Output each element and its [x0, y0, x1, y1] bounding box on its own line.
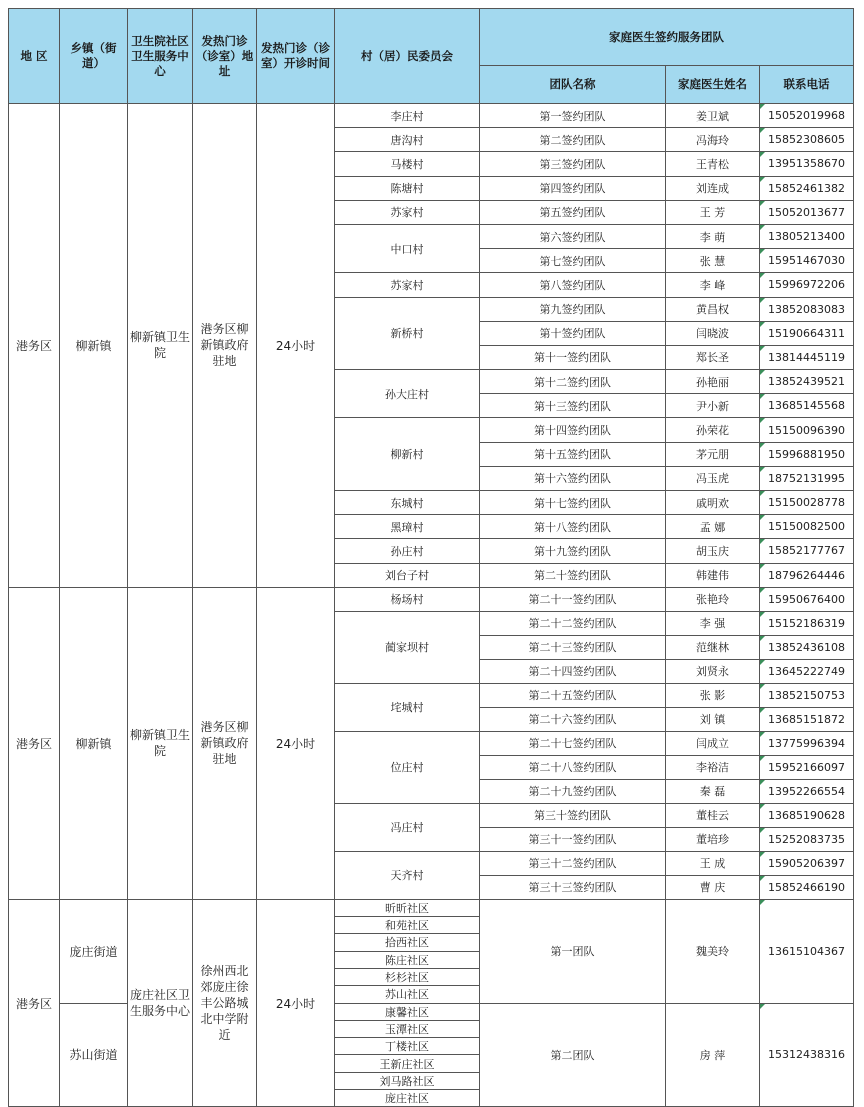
header-team-name: 团队名称: [480, 66, 666, 104]
phone-cell: 18796264446: [760, 563, 854, 587]
team-name-cell: 第二十二签约团队: [480, 611, 666, 635]
town-cell: 苏山街道: [60, 1003, 128, 1107]
doctor-name-cell: 茅元朋: [666, 442, 760, 466]
header-center: 卫生院社区卫生服务中心: [128, 9, 193, 104]
doctor-name-cell: 王 芳: [666, 200, 760, 224]
phone-cell: 15150082500: [760, 515, 854, 539]
fever-address-cell: 徐州西北郊庞庄徐丰公路城北中学附近: [193, 899, 257, 1107]
village-cell: 孙庄村: [335, 539, 480, 563]
team-name-cell: 第二签约团队: [480, 128, 666, 152]
doctor-name-cell: 戚明欢: [666, 491, 760, 515]
health-center-cell: 庞庄社区卫生服务中心: [128, 899, 193, 1107]
phone-cell: 13685145568: [760, 394, 854, 418]
team-name-cell: 第二团队: [480, 1003, 666, 1107]
team-name-cell: 第十一签约团队: [480, 345, 666, 369]
table-body: [9, 104, 854, 1107]
phone-cell: 13775996394: [760, 731, 854, 755]
phone-cell: 15150028778: [760, 491, 854, 515]
phone-cell: 15852466190: [760, 875, 854, 899]
team-name-cell: 第二十签约团队: [480, 563, 666, 587]
doctor-name-cell: 王 成: [666, 851, 760, 875]
doctor-name-cell: 房 萍: [666, 1003, 760, 1107]
team-name-cell: 第十八签约团队: [480, 515, 666, 539]
village-cell: 垞城村: [335, 683, 480, 731]
phone-cell: 15950676400: [760, 587, 854, 611]
team-name-cell: 第十三签约团队: [480, 394, 666, 418]
village-cell: 杨场村: [335, 587, 480, 611]
phone-cell: 18752131995: [760, 466, 854, 490]
phone-cell: 15996972206: [760, 273, 854, 297]
team-name-cell: 第二十九签约团队: [480, 779, 666, 803]
village-cell: 蔺家坝村: [335, 611, 480, 683]
doctor-name-cell: 刘贤永: [666, 659, 760, 683]
team-name-cell: 第二十一签约团队: [480, 587, 666, 611]
team-name-cell: 第五签约团队: [480, 200, 666, 224]
doctor-name-cell: 郑长圣: [666, 345, 760, 369]
header-fever-hours: 发热门诊（诊室）开诊时间: [257, 9, 335, 104]
community-cell: 庞庄社区: [335, 1090, 480, 1107]
doctor-name-cell: 刘连成: [666, 176, 760, 200]
doctor-name-cell: 尹小新: [666, 394, 760, 418]
doctor-name-cell: 闫成立: [666, 731, 760, 755]
doctor-name-cell: 范继林: [666, 635, 760, 659]
phone-cell: 13951358670: [760, 152, 854, 176]
phone-cell: 15152186319: [760, 611, 854, 635]
team-name-cell: 第十四签约团队: [480, 418, 666, 442]
phone-cell: 13685151872: [760, 707, 854, 731]
team-name-cell: 第二十四签约团队: [480, 659, 666, 683]
phone-cell: 15052013677: [760, 200, 854, 224]
health-center-cell: 柳新镇卫生院: [128, 587, 193, 899]
doctor-name-cell: 张 慧: [666, 249, 760, 273]
doctor-name-cell: 李 萌: [666, 224, 760, 248]
doctor-name-cell: 刘 镇: [666, 707, 760, 731]
team-name-cell: 第七签约团队: [480, 249, 666, 273]
community-cell: 陈庄社区: [335, 951, 480, 968]
phone-cell: 15312438316: [760, 1003, 854, 1107]
phone-cell: 13814445119: [760, 345, 854, 369]
doctor-name-cell: 曹 庆: [666, 875, 760, 899]
doctor-name-cell: 董培珍: [666, 827, 760, 851]
doctor-name-cell: 董桂云: [666, 803, 760, 827]
doctor-name-cell: 秦 磊: [666, 779, 760, 803]
team-name-cell: 第二十八签约团队: [480, 755, 666, 779]
phone-cell: 15852177767: [760, 539, 854, 563]
doctor-name-cell: 王青松: [666, 152, 760, 176]
region-cell: 港务区: [9, 587, 60, 899]
community-cell: 康馨社区: [335, 1003, 480, 1020]
community-cell: 苏山社区: [335, 986, 480, 1003]
team-name-cell: 第二十三签约团队: [480, 635, 666, 659]
phone-cell: 13852083083: [760, 297, 854, 321]
phone-cell: 13852436108: [760, 635, 854, 659]
header-fever-address: 发热门诊（诊室）地址: [193, 9, 257, 104]
village-cell: 刘台子村: [335, 563, 480, 587]
phone-cell: 15905206397: [760, 851, 854, 875]
phone-cell: 15951467030: [760, 249, 854, 273]
team-name-cell: 第一签约团队: [480, 104, 666, 128]
village-cell: 东城村: [335, 491, 480, 515]
community-cell: 昕昕社区: [335, 899, 480, 916]
village-cell: 天齐村: [335, 851, 480, 899]
doctor-name-cell: 孙荣花: [666, 418, 760, 442]
doctor-name-cell: 姜卫斌: [666, 104, 760, 128]
team-name-cell: 第六签约团队: [480, 224, 666, 248]
header-town: 乡镇（街道）: [60, 9, 128, 104]
doctor-name-cell: 孟 娜: [666, 515, 760, 539]
region-cell: 港务区: [9, 104, 60, 588]
team-name-cell: 第三十二签约团队: [480, 851, 666, 875]
village-cell: 唐沟村: [335, 128, 480, 152]
town-cell: 庞庄街道: [60, 899, 128, 1003]
team-name-cell: 第十五签约团队: [480, 442, 666, 466]
team-name-cell: 第一团队: [480, 899, 666, 1003]
doctor-name-cell: 李 强: [666, 611, 760, 635]
village-cell: 苏家村: [335, 273, 480, 297]
health-center-cell: 柳新镇卫生院: [128, 104, 193, 588]
community-cell: 杉杉社区: [335, 968, 480, 985]
header-region: 地 区: [9, 9, 60, 104]
team-name-cell: 第十七签约团队: [480, 491, 666, 515]
header-doctor-name: 家庭医生姓名: [666, 66, 760, 104]
phone-cell: 15052019968: [760, 104, 854, 128]
fever-address-cell: 港务区柳新镇政府驻地: [193, 104, 257, 588]
team-name-cell: 第二十六签约团队: [480, 707, 666, 731]
village-cell: 马楼村: [335, 152, 480, 176]
phone-cell: 15150096390: [760, 418, 854, 442]
family-doctor-table: [8, 8, 854, 1107]
table-row: [9, 899, 854, 916]
fever-address-cell: 港务区柳新镇政府驻地: [193, 587, 257, 899]
team-name-cell: 第十六签约团队: [480, 466, 666, 490]
doctor-name-cell: 冯海玲: [666, 128, 760, 152]
town-cell: 柳新镇: [60, 587, 128, 899]
team-name-cell: 第十签约团队: [480, 321, 666, 345]
header-team-group: 家庭医生签约服务团队: [480, 9, 854, 66]
doctor-name-cell: 冯玉虎: [666, 466, 760, 490]
team-name-cell: 第十二签约团队: [480, 370, 666, 394]
team-name-cell: 第八签约团队: [480, 273, 666, 297]
header-phone: 联系电话: [760, 66, 854, 104]
header-village: 村（居）民委员会: [335, 9, 480, 104]
community-cell: 玉潭社区: [335, 1020, 480, 1037]
community-cell: 拾西社区: [335, 934, 480, 951]
doctor-name-cell: 闫晓波: [666, 321, 760, 345]
phone-cell: 15852461382: [760, 176, 854, 200]
phone-cell: 13645222749: [760, 659, 854, 683]
region-cell: 港务区: [9, 899, 60, 1107]
team-name-cell: 第九签约团队: [480, 297, 666, 321]
team-name-cell: 第三签约团队: [480, 152, 666, 176]
phone-cell: 15852308605: [760, 128, 854, 152]
phone-cell: 13615104367: [760, 899, 854, 1003]
fever-hours-cell: 24小时: [257, 899, 335, 1107]
phone-cell: 15996881950: [760, 442, 854, 466]
phone-cell: 15252083735: [760, 827, 854, 851]
doctor-name-cell: 张 影: [666, 683, 760, 707]
phone-cell: 13852439521: [760, 370, 854, 394]
team-name-cell: 第三十签约团队: [480, 803, 666, 827]
village-cell: 柳新村: [335, 418, 480, 491]
team-name-cell: 第二十五签约团队: [480, 683, 666, 707]
phone-cell: 15190664311: [760, 321, 854, 345]
village-cell: 位庄村: [335, 731, 480, 803]
doctor-name-cell: 李 峰: [666, 273, 760, 297]
doctor-name-cell: 李裕洁: [666, 755, 760, 779]
doctor-name-cell: 魏美玲: [666, 899, 760, 1003]
doctor-name-cell: 孙艳丽: [666, 370, 760, 394]
phone-cell: 15952166097: [760, 755, 854, 779]
phone-cell: 13852150753: [760, 683, 854, 707]
fever-hours-cell: 24小时: [257, 587, 335, 899]
town-cell: 柳新镇: [60, 104, 128, 588]
phone-cell: 13805213400: [760, 224, 854, 248]
doctor-name-cell: 胡玉庆: [666, 539, 760, 563]
team-name-cell: 第三十三签约团队: [480, 875, 666, 899]
village-cell: 冯庄村: [335, 803, 480, 851]
team-name-cell: 第三十一签约团队: [480, 827, 666, 851]
team-name-cell: 第十九签约团队: [480, 539, 666, 563]
community-cell: 和苑社区: [335, 917, 480, 934]
village-cell: 孙大庄村: [335, 370, 480, 418]
table-wrapper: [8, 8, 854, 1107]
village-cell: 李庄村: [335, 104, 480, 128]
village-cell: 陈塘村: [335, 176, 480, 200]
fever-hours-cell: 24小时: [257, 104, 335, 588]
doctor-name-cell: 黄昌权: [666, 297, 760, 321]
community-cell: 丁楼社区: [335, 1038, 480, 1055]
village-cell: 新桥村: [335, 297, 480, 370]
community-cell: 王新庄社区: [335, 1055, 480, 1072]
table-row: [9, 104, 854, 128]
village-cell: 中口村: [335, 224, 480, 272]
phone-cell: 13952266554: [760, 779, 854, 803]
phone-cell: 13685190628: [760, 803, 854, 827]
team-name-cell: 第二十七签约团队: [480, 731, 666, 755]
community-cell: 刘马路社区: [335, 1072, 480, 1089]
table-row: [9, 587, 854, 611]
doctor-name-cell: 韩建伟: [666, 563, 760, 587]
team-name-cell: 第四签约团队: [480, 176, 666, 200]
village-cell: 苏家村: [335, 200, 480, 224]
doctor-name-cell: 张艳玲: [666, 587, 760, 611]
village-cell: 黑璋村: [335, 515, 480, 539]
